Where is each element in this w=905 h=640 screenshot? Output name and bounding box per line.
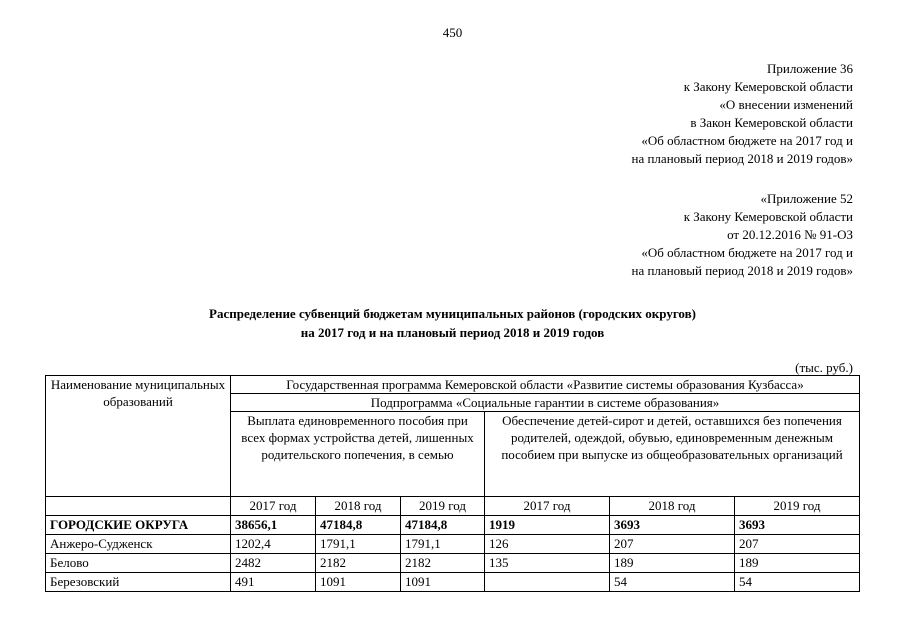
- row-value: 38656,1: [231, 516, 316, 535]
- row-value: 1919: [485, 516, 610, 535]
- row-value: 2182: [401, 554, 485, 573]
- name-column-header: Наименование муниципальных образований: [46, 376, 231, 497]
- row-value: 1202,4: [231, 535, 316, 554]
- appendix-36-line: «Об областном бюджете на 2017 год и: [641, 133, 853, 148]
- appendix-36-line: «О внесении изменений: [719, 97, 853, 112]
- row-value: 491: [231, 573, 316, 592]
- row-value: 1091: [316, 573, 401, 592]
- group1-header: Выплата единовременного пособия при всех формах устройства детей, лишенных родительского попечения, в семью: [231, 412, 485, 497]
- row-value: 189: [610, 554, 735, 573]
- row-name: Березовский: [46, 573, 231, 592]
- group2-header: Обеспечение детей-сирот и детей, оставшихся без попечения родителей, одеждой, обувью, единовременным денежным пособием при выпуске из общеобразовательных организаций: [485, 412, 860, 497]
- appendix-52-line: от 20.12.2016 № 91-ОЗ: [727, 227, 853, 242]
- row-value: 3693: [610, 516, 735, 535]
- appendix-52-block: [632, 190, 854, 280]
- appendix-52-line: на плановый период 2018 и 2019 годов»: [631, 263, 853, 278]
- appendix-36-line: в Закон Кемеровской области: [690, 115, 853, 130]
- row-value: 135: [485, 554, 610, 573]
- row-value: 47184,8: [316, 516, 401, 535]
- appendix-36-line: Приложение 36: [766, 61, 853, 76]
- year-header: 2017 год: [485, 497, 610, 516]
- row-value: 1791,1: [316, 535, 401, 554]
- row-value: 126: [485, 535, 610, 554]
- subvention-table: [45, 375, 860, 592]
- page-number: 450: [442, 25, 463, 40]
- table-row: [46, 554, 860, 573]
- appendix-36-line: к Закону Кемеровской области: [683, 79, 853, 94]
- appendix-52-line: к Закону Кемеровской области: [683, 209, 853, 224]
- table-row: [46, 516, 860, 535]
- row-value: 2182: [316, 554, 401, 573]
- row-value: 54: [735, 573, 860, 592]
- year-header: 2019 год: [401, 497, 485, 516]
- row-value: 1791,1: [401, 535, 485, 554]
- table-row: [46, 535, 860, 554]
- row-value: 207: [735, 535, 860, 554]
- program-header: Государственная программа Кемеровской области «Развитие системы образования Кузбасса»: [231, 376, 860, 394]
- table-row: [46, 573, 860, 592]
- year-header: 2019 год: [735, 497, 860, 516]
- year-header: 2017 год: [231, 497, 316, 516]
- document-title-line: Распределение субвенций бюджетам муниципальных районов (городских округов): [209, 306, 696, 321]
- units-label: (тыс. руб.): [795, 360, 853, 375]
- row-value: 3693: [735, 516, 860, 535]
- year-header-blank: [46, 497, 231, 516]
- row-name: Анжеро-Судженск: [46, 535, 231, 554]
- document-title-line: на 2017 год и на плановый период 2018 и 2019 годов: [300, 325, 605, 340]
- row-name: Белово: [46, 554, 231, 573]
- document-title: [0, 304, 905, 342]
- row-value: 54: [610, 573, 735, 592]
- row-value: [485, 573, 610, 592]
- year-header: 2018 год: [610, 497, 735, 516]
- appendix-36-line: на плановый период 2018 и 2019 годов»: [631, 151, 853, 166]
- row-value: 189: [735, 554, 860, 573]
- row-name: ГОРОДСКИЕ ОКРУГА: [46, 516, 231, 535]
- row-value: 1091: [401, 573, 485, 592]
- row-value: 207: [610, 535, 735, 554]
- row-value: 47184,8: [401, 516, 485, 535]
- appendix-36-block: [632, 60, 854, 168]
- subprogram-header: Подпрограмма «Социальные гарантии в системе образования»: [231, 394, 860, 412]
- appendix-52-line: «Приложение 52: [760, 191, 853, 206]
- year-header: 2018 год: [316, 497, 401, 516]
- row-value: 2482: [231, 554, 316, 573]
- appendix-52-line: «Об областном бюджете на 2017 год и: [641, 245, 853, 260]
